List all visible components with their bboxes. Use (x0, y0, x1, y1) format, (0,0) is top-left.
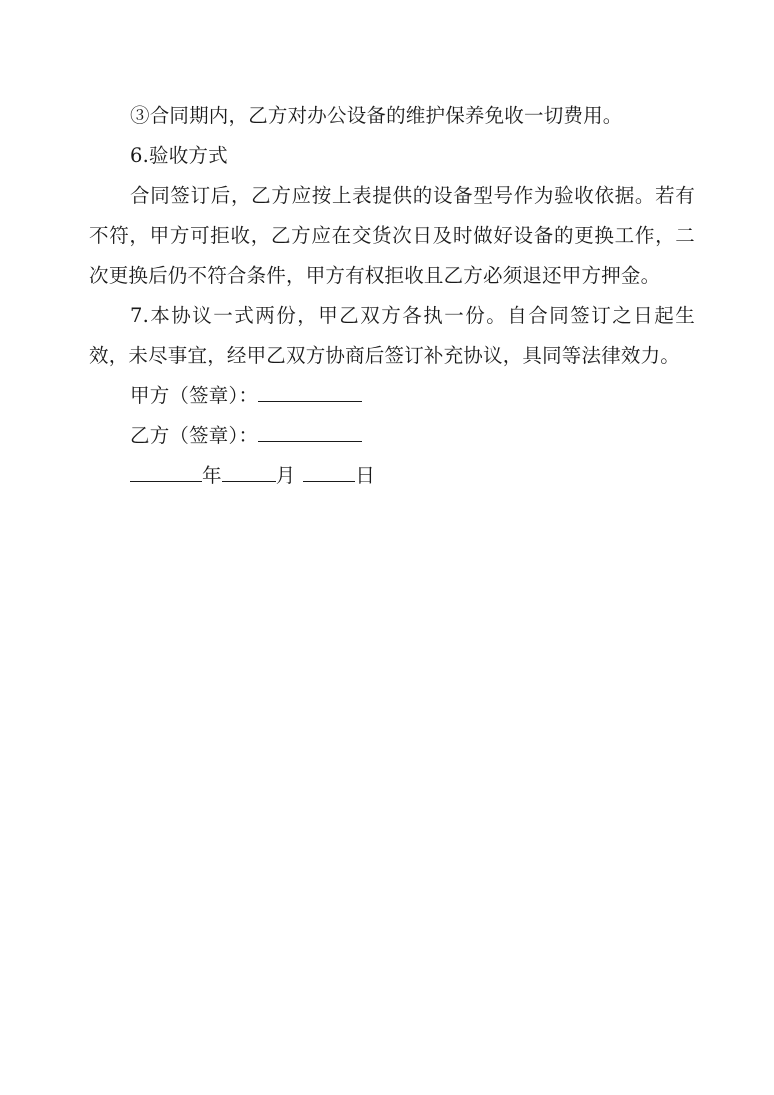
party-b-label: 乙方（签章）： (130, 424, 259, 447)
party-b-signature-blank (258, 419, 362, 442)
party-a-signature-blank (258, 379, 362, 402)
party-a-signature-line (89, 376, 695, 416)
month-label: 月 (275, 464, 296, 487)
date-line (89, 456, 695, 496)
clause-acceptance: 合同签订后，乙方应按上表提供的设备型号作为验收依据。若有不符，甲方可拒收，乙方应在交货次日及时做好设备的更换工作，二次更换后仍不符合条件，甲方有权拒收且乙方必须退还甲方押金。 (89, 184, 695, 287)
party-b-signature-line (89, 416, 695, 456)
day-label: 日 (355, 464, 376, 487)
document-body (89, 96, 695, 496)
year-blank (130, 459, 202, 482)
day-blank (303, 459, 355, 482)
month-blank (222, 459, 276, 482)
section-heading-acceptance: 6.验收方式 (130, 144, 228, 167)
year-label: 年 (202, 464, 222, 487)
clause-agreement-copies: 7.本协议一式两份，甲乙双方各执一份。自合同签订之日起生效，未尽事宜，经甲乙双方协商后签订补充协议，具同等法律效力。 (89, 304, 695, 367)
clause-maintenance: ③合同期内，乙方对办公设备的维护保养免收一切费用。 (130, 104, 623, 127)
party-a-label: 甲方（签章）： (130, 384, 259, 407)
